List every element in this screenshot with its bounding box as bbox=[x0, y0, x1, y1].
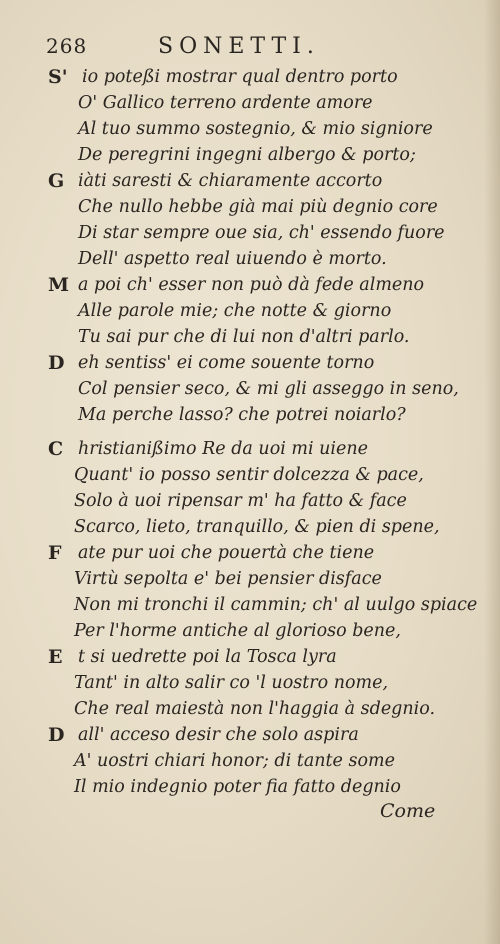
initial-c: C bbox=[48, 438, 64, 460]
initial-m: M bbox=[48, 274, 70, 296]
verse-line: all' acceso desir che solo aspira bbox=[78, 725, 359, 745]
verse-line: Alle parole mie; che notte & giorno bbox=[78, 301, 392, 321]
catchword: Come bbox=[380, 800, 436, 822]
verse-line: Non mi tronchi il cammin; ch' al uulgo spiace bbox=[74, 595, 478, 615]
verse-line: Per l'horme antiche al glorioso bene, bbox=[74, 621, 401, 641]
initial-e: E bbox=[48, 646, 63, 668]
verse-line: Dell' aspetto real uiuendo è morto. bbox=[78, 249, 387, 269]
initial-f: F bbox=[48, 542, 62, 564]
verse-line: Virtù sepolta e' bei pensier disface bbox=[74, 569, 382, 589]
verse-line: eh sentiss' ei come souente torno bbox=[78, 353, 375, 373]
verse-line: a poi ch' esser non può dà fede almeno bbox=[78, 275, 425, 295]
verse-line: Scarco, lieto, tranquillo, & pien di spene, bbox=[74, 517, 440, 537]
verse-line: De peregrini ingegni albergo & porto; bbox=[78, 145, 416, 165]
verse-line: Tu sai pur che di lui non d'altri parlo. bbox=[78, 327, 410, 347]
verse-line: Tant' in alto salir co 'l uostro nome, bbox=[74, 673, 389, 693]
initial-g: G bbox=[48, 170, 65, 192]
verse-line: Solo à uoi ripensar m' ha fatto & face bbox=[74, 491, 407, 511]
initial-d: D bbox=[48, 724, 65, 746]
verse-line: iàti saresti & chiaramente accorto bbox=[78, 171, 383, 191]
initial-d: D bbox=[48, 352, 65, 374]
verse-line: Col pensier seco, & mi gli asseggo in seno, bbox=[78, 379, 459, 399]
verse-line: t si uedrette poi la Tosca lyra bbox=[78, 647, 337, 667]
verse-line: Quant' io posso sentir dolcezza & pace, bbox=[74, 465, 424, 485]
verse-line: A' uostri chiari honor; di tante some bbox=[74, 751, 395, 771]
verse-line: hristianißimo Re da uoi mi uiene bbox=[78, 439, 368, 459]
verse-line: Che nullo hebbe già mai più degnio core bbox=[78, 197, 438, 217]
verse-line: Al tuo summo sostegnio, & mio signiore bbox=[78, 119, 433, 139]
verse-line: Di star sempre oue sia, ch' essendo fuore bbox=[78, 223, 445, 243]
verse-line: io poteßi mostrar qual dentro porto bbox=[82, 67, 398, 87]
verse-line: Che real maiestà non l'haggia à sdegnio. bbox=[74, 699, 436, 719]
running-head: SONETTI. bbox=[158, 34, 320, 59]
verse-line: Il mio indegnio poter fia fatto degnio bbox=[74, 777, 401, 797]
verse-line: Ma perche lasso? che potrei noiarlo? bbox=[78, 405, 406, 425]
verse-line: O' Gallico terreno ardente amore bbox=[78, 93, 373, 113]
page-number: 268 bbox=[46, 34, 88, 58]
initial-s: S' bbox=[48, 66, 68, 88]
verse-line: ate pur uoi che pouertà che tiene bbox=[78, 543, 375, 563]
